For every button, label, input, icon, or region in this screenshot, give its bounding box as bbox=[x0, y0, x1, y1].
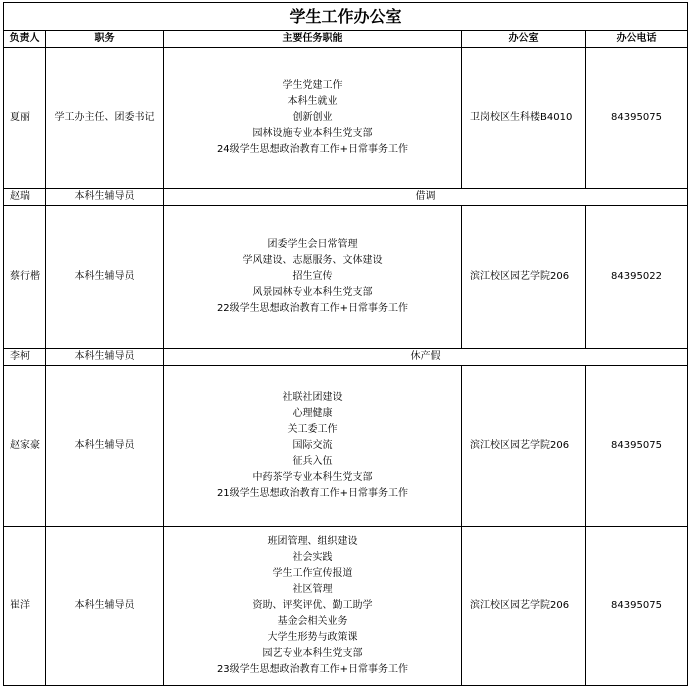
position-cell: 本科生辅导员 bbox=[46, 349, 164, 366]
phone-cell: 84395022 bbox=[586, 206, 688, 349]
person-name: 赵家豪 bbox=[4, 366, 46, 527]
office-cell: 滨江校区园艺学院206 bbox=[462, 366, 586, 527]
phone-cell: 84395075 bbox=[586, 366, 688, 527]
office-cell: 滨江校区园艺学院206 bbox=[462, 206, 586, 349]
person-name: 赵瑞 bbox=[4, 189, 46, 206]
table-row bbox=[4, 48, 688, 189]
duty-item: 资助、评奖评优、勤工助学 bbox=[252, 600, 373, 611]
duty-item: 22级学生思想政治教育工作+日常事务工作 bbox=[216, 303, 409, 314]
duties-cell bbox=[164, 527, 462, 686]
header-office: 办公室 bbox=[462, 31, 586, 48]
header-phone: 办公电话 bbox=[586, 31, 688, 48]
status-note: 借调 bbox=[164, 189, 688, 206]
duty-item: 学风建设、志愿服务、文体建设 bbox=[242, 255, 383, 266]
duty-item: 风景园林专业本科生党支部 bbox=[252, 287, 373, 298]
duty-item: 园艺专业本科生党支部 bbox=[262, 648, 363, 659]
person-name: 夏丽 bbox=[4, 48, 46, 189]
duty-item: 本科生就业 bbox=[287, 96, 338, 107]
duty-item: 学生党建工作 bbox=[282, 80, 343, 91]
duty-item: 23级学生思想政治教育工作+日常事务工作 bbox=[216, 664, 409, 675]
office-cell: 卫岗校区生科楼B4010 bbox=[462, 48, 586, 189]
position-cell: 本科生辅导员 bbox=[46, 189, 164, 206]
duty-item: 基金会相关业务 bbox=[277, 616, 348, 627]
duties-cell bbox=[164, 206, 462, 349]
duty-item: 心理健康 bbox=[292, 408, 333, 419]
header-position: 职务 bbox=[46, 31, 164, 48]
duty-item: 21级学生思想政治教育工作+日常事务工作 bbox=[216, 488, 409, 499]
duty-item: 班团管理、组织建设 bbox=[267, 536, 358, 547]
table-row bbox=[4, 189, 688, 206]
duty-item: 关工委工作 bbox=[287, 424, 338, 435]
position-cell: 学工办主任、团委书记 bbox=[46, 48, 164, 189]
table-row bbox=[4, 206, 688, 349]
duty-item: 招生宣传 bbox=[292, 271, 333, 282]
position-cell: 本科生辅导员 bbox=[46, 206, 164, 349]
header-duties: 主要任务职能 bbox=[164, 31, 462, 48]
duty-item: 国际交流 bbox=[292, 440, 333, 451]
duties-cell bbox=[164, 48, 462, 189]
person-name: 崔洋 bbox=[4, 527, 46, 686]
person-name: 李柯 bbox=[4, 349, 46, 366]
duty-item: 园林设施专业本科生党支部 bbox=[252, 128, 373, 139]
staff-table bbox=[3, 2, 688, 686]
duty-item: 24级学生思想政治教育工作+日常事务工作 bbox=[216, 144, 409, 155]
duty-item: 社区管理 bbox=[292, 584, 333, 595]
duty-item: 大学生形势与政策课 bbox=[267, 632, 358, 643]
duty-item: 团委学生会日常管理 bbox=[267, 239, 358, 250]
duty-item: 学生工作宣传报道 bbox=[272, 568, 353, 579]
status-note: 休产假 bbox=[164, 349, 688, 366]
table-row bbox=[4, 366, 688, 527]
person-name: 蔡行楷 bbox=[4, 206, 46, 349]
phone-cell: 84395075 bbox=[586, 527, 688, 686]
page-title: 学生工作办公室 bbox=[4, 3, 688, 31]
table-row bbox=[4, 527, 688, 686]
position-cell: 本科生辅导员 bbox=[46, 366, 164, 527]
duty-item: 中药茶学专业本科生党支部 bbox=[252, 472, 373, 483]
duty-item: 征兵入伍 bbox=[292, 456, 333, 467]
table-row bbox=[4, 349, 688, 366]
office-cell: 滨江校区园艺学院206 bbox=[462, 527, 586, 686]
position-cell: 本科生辅导员 bbox=[46, 527, 164, 686]
phone-cell: 84395075 bbox=[586, 48, 688, 189]
header-person: 负责人 bbox=[4, 31, 46, 48]
duty-item: 创新创业 bbox=[292, 112, 333, 123]
duties-cell bbox=[164, 366, 462, 527]
duty-item: 社会实践 bbox=[292, 552, 333, 563]
duty-item: 社联社团建设 bbox=[282, 392, 343, 403]
